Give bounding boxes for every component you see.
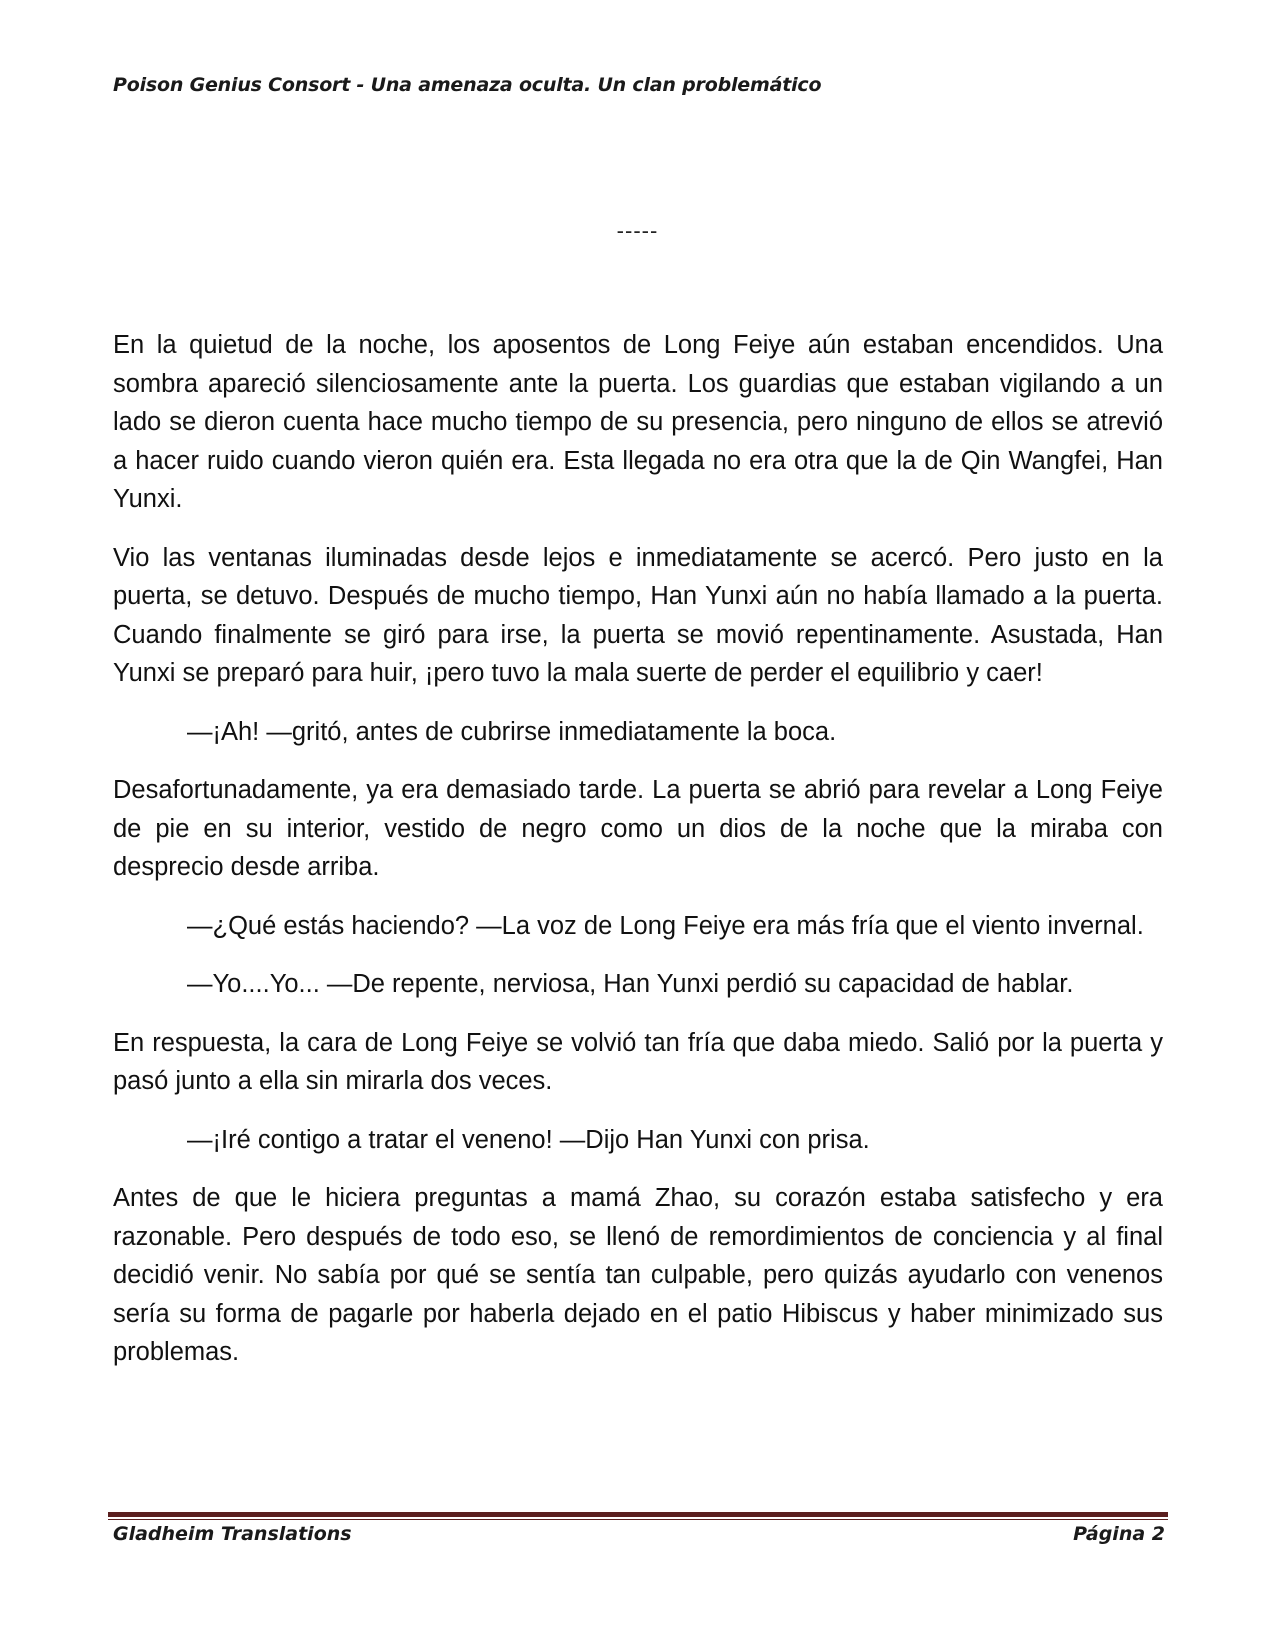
page-number: Página 2 xyxy=(1073,1523,1165,1545)
document-body xyxy=(113,326,1163,1392)
dialogue-paragraph: —¡Ah! —gritó, antes de cubrirse inmediatamente la boca. xyxy=(187,717,837,746)
dialogue-paragraph: —Yo....Yo... —De repente, nerviosa, Han Yunxi perdió su capacidad de hablar. xyxy=(187,970,1074,998)
footer-rule-thin xyxy=(108,1519,1168,1520)
section-separator: ----- xyxy=(616,218,659,243)
page-footer xyxy=(113,1523,1165,1545)
footer-publisher: Gladheim Translations xyxy=(113,1523,352,1545)
paragraph: Antes de que le hiciera preguntas a mamá Zhao, su corazón estaba satisfecho y era razonable. Pero después de todo eso, se llenó de remordimientos de conciencia y al final decidió venir. No sabía por qué se sentía tan culpable, pero quizás ayudarlo con venenos sería su forma de pagarle por haberla dejado en el patio Hibiscus y haber minimizado sus problemas. xyxy=(113,1184,1163,1366)
dialogue-paragraph: —¡Iré contigo a tratar el veneno! —Dijo Han Yunxi con prisa. xyxy=(187,1125,870,1154)
paragraph: Vio las ventanas iluminadas desde lejos e inmediatamente se acercó. Pero justo en la puerta, se detuvo. Después de mucho tiempo, Han Yunxi aún no había llamado a la puerta. Cuando finalmente se giró para irse, la puerta se movió repentinamente. Asustada, Han Yunxi se preparó para huir, ¡pero tuvo la mala suerte de perder el equilibrio y caer! xyxy=(113,543,1163,687)
paragraph: En respuesta, la cara de Long Feiye se volvió tan fría que daba miedo. Salió por la puerta y pasó junto a ella sin mirarla dos veces. xyxy=(113,1028,1163,1095)
footer-rule xyxy=(108,1512,1168,1517)
page-header: Poison Genius Consort - Una amenaza oculta. Un clan problemático xyxy=(113,74,822,96)
dialogue-paragraph: —¿Qué estás haciendo? —La voz de Long Feiye era más fría que el viento invernal. xyxy=(187,911,1144,940)
paragraph: En la quietud de la noche, los aposentos de Long Feiye aún estaban encendidos. Una sombra apareció silenciosamente ante la puerta. Los guardias que estaban vigilando a un lado se dieron cuenta hace mucho tiempo de su presencia, pero ninguno de ellos se atrevió a hacer ruido cuando vieron quién era. Esta llegada no era otra que la de Qin Wangfei, Han Yunxi. xyxy=(113,331,1163,513)
paragraph: Desafortunadamente, ya era demasiado tarde. La puerta se abrió para revelar a Long Feiye de pie en su interior, vestido de negro como un dios de la noche que la miraba con desprecio desde arriba. xyxy=(113,776,1163,881)
